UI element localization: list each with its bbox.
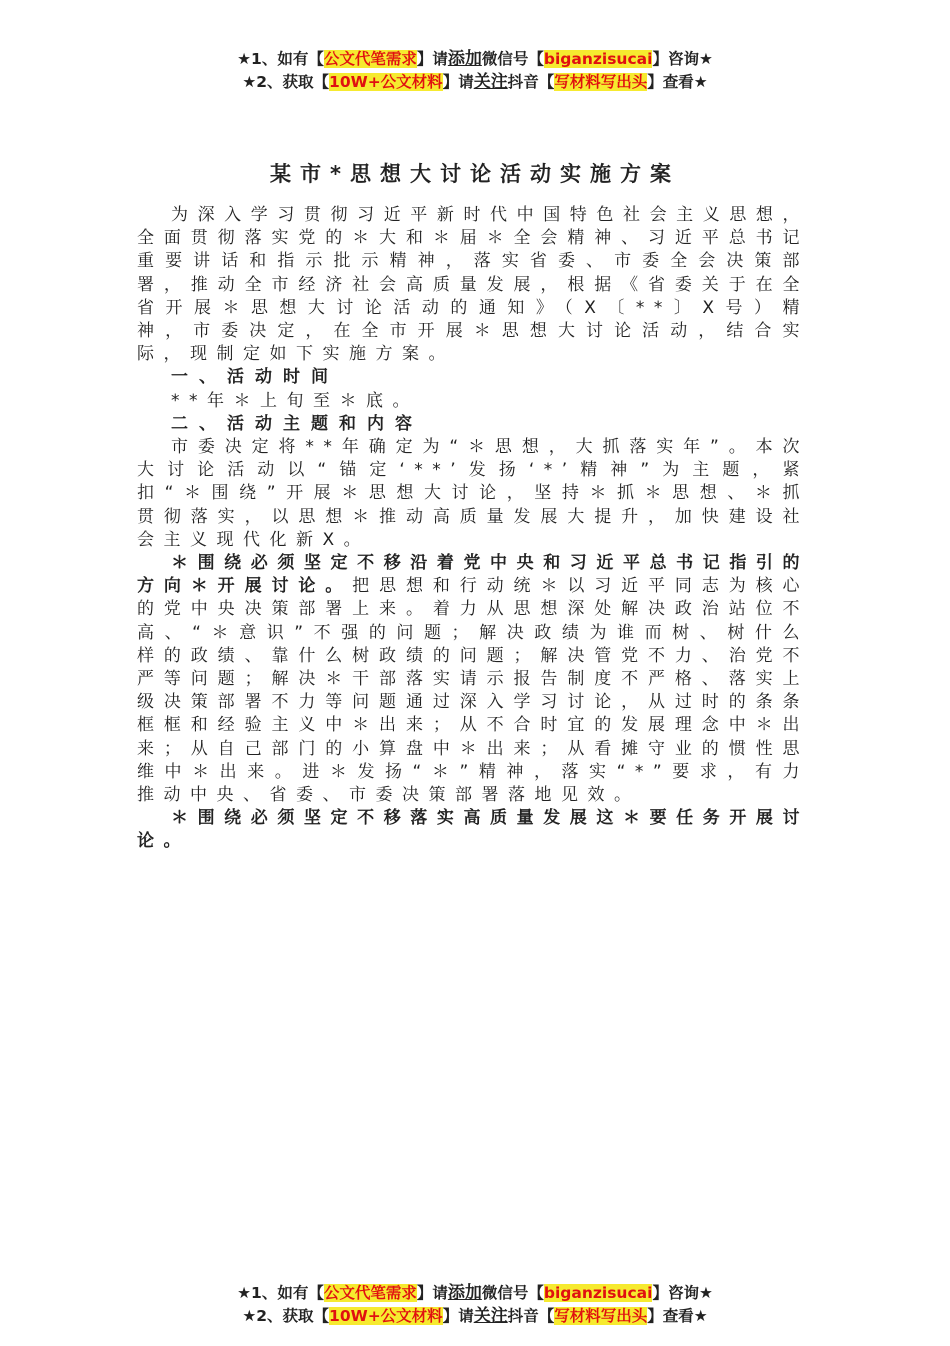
promo-text: 】请 xyxy=(416,1284,448,1302)
promo-text: 微信号【 xyxy=(481,50,544,68)
promo-highlight-douyin: 写材料写出头 xyxy=(554,1307,648,1325)
section-text-time: **年＊上旬至＊底。 xyxy=(171,390,419,411)
promo-line-1 xyxy=(0,48,950,71)
promo-keyword: 添加 xyxy=(447,1283,482,1303)
item-1-text: 把思想和行动统＊以习近平同志为核心的党中央决策部署上来。着力从思想深处解决政治站位不高、“＊意识”不强的问题；解决政绩为谁而树、树什么样的政绩、靠什么树政绩的问题；解决管党不力、治党不严等问题；解决＊干部落实请示报告制度不严格、落实上级决策部署不力等问题通过深入学习讨论，从过时的条条框框和经验主义中＊出来；从不合时宜的发展理念中＊出来；从自己部门的小算盘中＊出来；从看摊守业的惯性思维中＊出来。进＊发扬“＊”精神，落实“*”要求，有力推动中央、省委、市委决策部署落地见效。 xyxy=(137,576,810,806)
item-paragraph-2 xyxy=(137,807,809,853)
promo-highlight: 公文代笔需求 xyxy=(323,50,417,68)
section-heading-time: 一、活动时间 xyxy=(171,367,339,388)
promo-text: 抖音【 xyxy=(507,73,555,91)
promo-text: 】查看★ xyxy=(647,73,708,91)
promo-keyword: 添加 xyxy=(447,49,482,69)
promo-line-2 xyxy=(0,1305,950,1328)
promo-text: 】请 xyxy=(416,50,448,68)
promo-highlight-douyin: 写材料写出头 xyxy=(554,73,648,91)
promo-highlight-wechat-id: biganzisucai xyxy=(543,50,653,68)
document-body xyxy=(137,204,809,854)
promo-line-2 xyxy=(0,71,950,94)
promo-text: 】咨询★ xyxy=(652,50,713,68)
promo-text: ★1、如有【 xyxy=(237,50,324,68)
promo-text: ★1、如有【 xyxy=(237,1284,324,1302)
item-1-bold-lead: ＊围绕必须坚定不移沿着党中央和习近平总书记指引的方向＊开展讨论。 xyxy=(137,553,809,597)
section-heading-theme: 二、活动主题和内容 xyxy=(171,413,423,434)
promo-text: ★2、获取【 xyxy=(242,73,330,91)
document-title: 某市*思想大讨论活动实施方案 xyxy=(270,162,680,186)
promo-text: 】请 xyxy=(442,1307,474,1325)
promo-text: ★2、获取【 xyxy=(242,1307,330,1325)
item-paragraph-1 xyxy=(137,552,809,807)
promo-banner-top xyxy=(0,48,950,94)
intro-paragraph: 为深入学习贯彻习近平新时代中国特色社会主义思想，全面贯彻落实党的＊大和＊届＊全会精神、习近平总书记重要讲话和指示批示精神，落实省委、市委全会决策部署，推动全市经济社会高质量发展，根据《省委关于在全省开展＊思想大讨论活动的通知》（X〔**〕X号）精神，市委决定，在全市开展＊思想大讨论活动，结合实际，现制定如下实施方案。 xyxy=(137,205,809,365)
promo-banner-bottom xyxy=(0,1282,950,1328)
promo-keyword: 关注 xyxy=(473,72,508,92)
promo-highlight-wechat-id: biganzisucai xyxy=(543,1284,653,1302)
promo-text: 】请 xyxy=(442,73,474,91)
promo-keyword: 关注 xyxy=(473,1306,508,1326)
promo-text: 】咨询★ xyxy=(652,1284,713,1302)
promo-line-1 xyxy=(0,1282,950,1305)
promo-text: 】查看★ xyxy=(647,1307,708,1325)
promo-highlight: 公文代笔需求 xyxy=(323,1284,417,1302)
promo-text: 抖音【 xyxy=(507,1307,555,1325)
section-text-theme: 市委决定将**年确定为“＊思想，大抓落实年”。本次大讨论活动以“锚定‘**’发扬‘*’精神”为主题，紧扣“＊围绕”开展＊思想大讨论，坚持＊抓＊思想、＊抓贯彻落实，以思想＊推动高质量发展大提升，加快建设社会主义现代化新X。 xyxy=(137,437,809,550)
item-2-bold-lead: ＊围绕必须坚定不移落实高质量发展这＊要任务开展讨论。 xyxy=(137,808,809,852)
promo-highlight: 10W+公文材料 xyxy=(329,1307,443,1325)
promo-text: 微信号【 xyxy=(481,1284,544,1302)
promo-highlight: 10W+公文材料 xyxy=(329,73,443,91)
